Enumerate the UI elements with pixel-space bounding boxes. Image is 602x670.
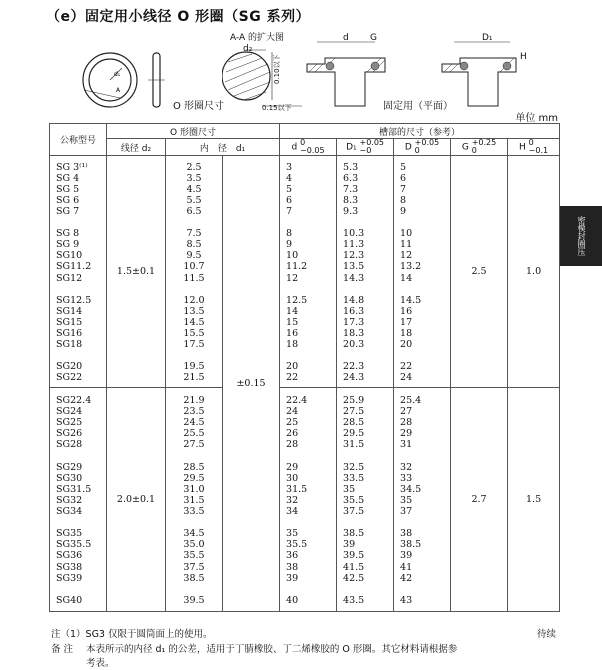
group1-models-value: SG 9 [56, 239, 80, 251]
group1-models-value: SG12 [56, 272, 83, 284]
group2-d-value: 24 [286, 406, 299, 418]
group2-d-value: 38 [286, 561, 299, 573]
dim-tol1-label: 0.10以下 [273, 54, 281, 84]
group1-d1-value: 17.5 [183, 339, 205, 351]
group2-models-value: SG29 [56, 461, 83, 473]
group1-d1-value: 5.5 [186, 194, 202, 206]
header-d: d 0 −0.05 [280, 139, 337, 156]
group1-d-value: 16 [400, 305, 413, 317]
block-gap [56, 350, 106, 361]
block-gap [400, 217, 450, 228]
group1-d-value: 9 [286, 239, 293, 251]
group2-d-value: 30 [286, 472, 299, 484]
group1-d2: 1.5±0.1 [107, 156, 166, 388]
group2-d1-value: 35.5 [183, 550, 205, 562]
group1-d-value: 5 [286, 183, 293, 195]
group2-d1-value: 41.5 [343, 561, 365, 573]
block-gap [166, 217, 222, 228]
group1-models-value: SG22 [56, 372, 83, 384]
group1-models-value: SG15 [56, 316, 83, 328]
block-gap [343, 517, 393, 528]
block-gap [400, 584, 450, 595]
group2-models-value: SG30 [56, 472, 83, 484]
group2-d-value: 27 [400, 406, 413, 418]
group1-d1-value: 10.7 [183, 261, 205, 273]
dim-h-label: H [520, 52, 527, 62]
dim-g-label: G [370, 33, 377, 43]
group2-d-value: 39 [400, 550, 413, 562]
spec-table [49, 123, 560, 612]
group1-d1-value: 6.5 [186, 205, 202, 217]
group1-d-value: 22 [400, 361, 413, 373]
group2-d1-value: 43.5 [343, 594, 365, 606]
group1-d1-value: 17.3 [343, 316, 365, 328]
block-gap [343, 217, 393, 228]
group1-d1-value: 13.5 [343, 261, 365, 273]
group1-models-value: SG12.5 [56, 294, 92, 306]
group1-d1-value: 6.3 [343, 172, 359, 184]
group1-models-value: SG 6 [56, 194, 80, 206]
group1-d-value: 14 [400, 272, 413, 284]
group1-models-value: SG18 [56, 339, 83, 351]
block-gap [286, 451, 336, 462]
group2-d-value: 34.5 [400, 483, 422, 495]
group1-d1-value: 8.5 [186, 239, 202, 251]
block-gap [343, 284, 393, 295]
group2-d-value: 26 [286, 428, 299, 440]
group1-d1-value: 21.5 [183, 372, 205, 384]
group2-G: 2.7 [451, 388, 508, 612]
group1-d1-value: 8.3 [343, 194, 359, 206]
group1-d-value: 7 [286, 205, 293, 217]
group1-models-value: SG 7 [56, 205, 80, 217]
group1-d-value: 14 [286, 305, 299, 317]
group1-d-value: 16 [286, 327, 299, 339]
group1-d1-value: 19.5 [183, 361, 205, 373]
group2-models-value: SG35.5 [56, 539, 92, 551]
block-gap [166, 284, 222, 295]
group2-d-value: 32 [400, 461, 413, 473]
group2-d-value: 31.5 [286, 483, 308, 495]
group1-D [394, 156, 451, 388]
group1-d-value: 15 [286, 316, 299, 328]
group2-d1-value: 29.5 [343, 428, 365, 440]
section-figure [222, 40, 302, 110]
group2-models-value: SG22.4 [56, 395, 92, 407]
group1-d1-value: 24.3 [343, 372, 365, 384]
group1-d1 [166, 156, 223, 388]
group1-d-value: 8 [286, 228, 293, 240]
group1-models-value: SG 5 [56, 183, 80, 195]
block-gap [286, 284, 336, 295]
block-gap [286, 217, 336, 228]
group1-d-value: 9 [400, 205, 407, 217]
group1-d-value: 13.2 [400, 261, 422, 273]
group1-d1-value: 9.3 [343, 205, 359, 217]
dim-d1-label: D₁ [482, 33, 493, 43]
group1-d1-value: 12.3 [343, 250, 365, 262]
svg-text:A: A [116, 87, 121, 94]
group2-models-value: SG35 [56, 528, 83, 540]
group1-d [280, 156, 337, 388]
svg-text:d₁: d₁ [114, 71, 121, 78]
group2-d-value: 31 [400, 439, 413, 451]
group2-D1 [337, 388, 394, 612]
groove-figure-left [305, 36, 387, 111]
block-gap [400, 517, 450, 528]
group2-models-value: SG39 [56, 572, 83, 584]
block-gap [56, 217, 106, 228]
group2-models-value: SG32 [56, 494, 83, 506]
block-gap [56, 584, 106, 595]
group2-d-value: 36 [286, 550, 299, 562]
group1-d1-value: 12.0 [183, 294, 205, 306]
block-gap [56, 517, 106, 528]
header-D1: D₁ +0.05 −0 [337, 139, 394, 156]
group1-d-value: 22 [286, 372, 299, 384]
group2-d1-value: 34.5 [183, 528, 205, 540]
group2-d1-value: 21.9 [183, 395, 205, 407]
block-gap [343, 584, 393, 595]
group2-models-value: SG40 [56, 594, 83, 606]
group2-d1-value: 31.0 [183, 483, 205, 495]
dim-d2-label: d₂ [243, 44, 253, 54]
oring-size-label: O 形圈尺寸 [173, 101, 225, 112]
group2-d1-value: 28.5 [183, 461, 205, 473]
group1-d1-value: 7.3 [343, 183, 359, 195]
group2-d-value: 34 [286, 506, 299, 518]
group2-d1-value: 31.5 [183, 494, 205, 506]
block-gap [400, 350, 450, 361]
group2-models-value: SG25 [56, 417, 83, 429]
group1-d-value: 4 [286, 172, 293, 184]
group2-d-value: 32 [286, 494, 299, 506]
group1-models-value: SG11.2 [56, 261, 92, 273]
group1-models-value: SG10 [56, 250, 83, 262]
block-gap [56, 284, 106, 295]
group1-d-value: 18 [400, 327, 413, 339]
group2-d1-value: 42.5 [343, 572, 365, 584]
group1-d1-value: 20.3 [343, 339, 365, 351]
group2-models-value: SG38 [56, 561, 83, 573]
group2-d1-value: 38.5 [343, 528, 365, 540]
header-model: 公称型号 [50, 124, 107, 156]
group2-models-value: SG34 [56, 506, 83, 518]
group1-models-value: SG 3⁽¹⁾ [56, 161, 88, 173]
group1-d1-value: 14.5 [183, 316, 205, 328]
header-G: G +0.25 0 [451, 139, 508, 156]
block-gap [166, 350, 222, 361]
block-gap [166, 517, 222, 528]
remark-text-cont: 考表。 [86, 658, 115, 669]
group2-d-value: 35 [400, 494, 413, 506]
group1-d1-value: 5.3 [343, 161, 359, 173]
header-groove: 槽部的尺寸（参考） [280, 124, 560, 139]
group2-d1-value: 25.5 [183, 428, 205, 440]
group1-D1 [337, 156, 394, 388]
unit-label: 单位 mm [515, 113, 558, 124]
group2-models [50, 388, 107, 612]
block-gap [166, 584, 222, 595]
page-title: （e）固定用小线径 O 形圈（SG 系列） [46, 9, 311, 25]
group1-row [50, 156, 560, 388]
group2-d-value: 22.4 [286, 395, 308, 407]
group2-d1-value: 35.5 [343, 494, 365, 506]
group2-d-value: 25 [286, 417, 299, 429]
header-d2: 线径 d₂ [107, 139, 166, 156]
group1-d-value: 20 [286, 361, 299, 373]
group2-d-value: 33 [400, 472, 413, 484]
group1-d1-value: 13.5 [183, 305, 205, 317]
group2-d1-value: 33.5 [183, 506, 205, 518]
group2-d1-value: 27.5 [343, 406, 365, 418]
header-D: D +0.05 0 [394, 139, 451, 156]
group2-models-value: SG24 [56, 406, 83, 418]
group2-d-value: 42 [400, 572, 413, 584]
footnote-1: 注（1）SG3 仅限于圆筒面上的使用。 [51, 629, 213, 640]
group2-d-value: 29 [286, 461, 299, 473]
group1-d1-value: 10.3 [343, 228, 365, 240]
group2-models-value: SG26 [56, 428, 83, 440]
remark-text: 本表所示的内径 d₁ 的公差，适用于丁腈橡胶、丁二烯橡胶的 O 形圈。其它材料请根据参 [86, 644, 458, 655]
group2-d2: 2.0±0.1 [107, 388, 166, 612]
group1-G: 2.5 [451, 156, 508, 388]
section-circle [222, 52, 270, 100]
group1-models-value: SG 8 [56, 228, 80, 240]
group1-d1-value: 3.5 [186, 172, 202, 184]
group2-d-value: 39 [286, 572, 299, 584]
group1-d1-value: 2.5 [186, 161, 202, 173]
group1-d-value: 18 [286, 339, 299, 351]
block-gap [56, 451, 106, 462]
block-gap [343, 350, 393, 361]
group1-d-value: 12 [400, 250, 413, 262]
group2-d1 [166, 388, 223, 612]
block-gap [343, 451, 393, 462]
group2-row [50, 388, 560, 612]
group2-d1-value: 29.5 [183, 472, 205, 484]
dim-tol2-label: 0.15以下 [262, 104, 292, 112]
header-d1: 内 径 d₁ [166, 139, 280, 156]
group1-d-value: 11.2 [286, 261, 308, 273]
group2-d [280, 388, 337, 612]
group1-d-value: 7 [400, 183, 407, 195]
block-gap [166, 451, 222, 462]
group1-d1-value: 22.3 [343, 361, 365, 373]
group2-d1-value: 39 [343, 539, 356, 551]
group2-D [394, 388, 451, 612]
group1-H: 1.0 [508, 156, 560, 388]
group1-d-value: 10 [286, 250, 299, 262]
group2-d-value: 40 [286, 594, 299, 606]
group2-d-value: 28 [286, 439, 299, 451]
group1-d-value: 14.5 [400, 294, 422, 306]
group2-d1-value: 28.5 [343, 417, 365, 429]
side-tab: 密模封圈压 [560, 206, 602, 266]
group1-d-value: 3 [286, 161, 293, 173]
section-label: A-A 的扩大图 [230, 33, 285, 43]
group1-d1-value: 11.5 [183, 272, 205, 284]
continued-label: 待续 [536, 629, 556, 640]
group1-d-value: 11 [400, 239, 413, 251]
group2-d-value: 38.5 [400, 539, 422, 551]
group2-models-value: SG31.5 [56, 483, 92, 495]
group2-d1-value: 27.5 [183, 439, 205, 451]
group1-d1-value: 14.3 [343, 272, 365, 284]
group2-models-value: SG36 [56, 550, 83, 562]
group1-models-value: SG20 [56, 361, 83, 373]
group2-d-value: 37 [400, 506, 413, 518]
group2-d1-value: 38.5 [183, 572, 205, 584]
group2-d1-value: 32.5 [343, 461, 365, 473]
group2-d1-value: 31.5 [343, 439, 365, 451]
block-gap [286, 350, 336, 361]
group1-d-value: 12 [286, 272, 299, 284]
group1-d-value: 8 [400, 194, 407, 206]
dim-d-label: d [343, 33, 349, 43]
group2-d-value: 38 [400, 528, 413, 540]
group2-d1-value: 33.5 [343, 472, 365, 484]
group2-d1-value: 25.9 [343, 395, 365, 407]
group2-d1-value: 23.5 [183, 406, 205, 418]
group2-d-value: 35 [286, 528, 299, 540]
group1-d-value: 5 [400, 161, 407, 173]
group1-d-value: 20 [400, 339, 413, 351]
group1-models [50, 156, 107, 388]
group1-d1-value: 14.8 [343, 294, 365, 306]
group2-models-value: SG28 [56, 439, 83, 451]
group2-d-value: 43 [400, 594, 413, 606]
group1-d-value: 24 [400, 372, 413, 384]
group2-d-value: 35.5 [286, 539, 308, 551]
group1-d1-value: 9.5 [186, 250, 202, 262]
group1-d-value: 17 [400, 316, 413, 328]
oring-figure [80, 48, 180, 110]
group2-d-value: 41 [400, 561, 413, 573]
group2-d1-value: 35.0 [183, 539, 205, 551]
remark-label: 备 注 [51, 644, 74, 655]
group1-d1-value: 15.5 [183, 327, 205, 339]
group1-d-value: 6 [286, 194, 293, 206]
block-gap [400, 451, 450, 462]
group1-models-value: SG 4 [56, 172, 80, 184]
group2-d1-value: 35 [343, 483, 356, 495]
group1-d1-value: 16.3 [343, 305, 365, 317]
group2-d-value: 25.4 [400, 395, 422, 407]
group2-H: 1.5 [508, 388, 560, 612]
block-gap [400, 284, 450, 295]
block-gap [286, 584, 336, 595]
group1-d1-value: 7.5 [186, 228, 202, 240]
group1-d-value: 12.5 [286, 294, 308, 306]
header-oring: O 形圈尺寸 [107, 124, 280, 139]
group2-d1-value: 37.5 [343, 506, 365, 518]
group1-d-value: 10 [400, 228, 413, 240]
group1-d1-value: 4.5 [186, 183, 202, 195]
group2-d1-value: 39.5 [183, 594, 205, 606]
group2-d-value: 28 [400, 417, 413, 429]
group2-d1-value: 24.5 [183, 417, 205, 429]
groove-label: 固定用（平面） [383, 101, 453, 112]
group2-d1-value: 39.5 [343, 550, 365, 562]
header-H: H 0 −0.1 [508, 139, 560, 156]
group1-models-value: SG14 [56, 305, 83, 317]
group1-d1-value: 11.3 [343, 239, 365, 251]
group1-d1-value: 18.3 [343, 327, 365, 339]
group1-d-value: 6 [400, 172, 407, 184]
d1-tolerance: ±0.15 [223, 156, 280, 612]
group2-d-value: 29 [400, 428, 413, 440]
block-gap [286, 517, 336, 528]
group2-d1-value: 37.5 [183, 561, 205, 573]
group1-models-value: SG16 [56, 327, 83, 339]
